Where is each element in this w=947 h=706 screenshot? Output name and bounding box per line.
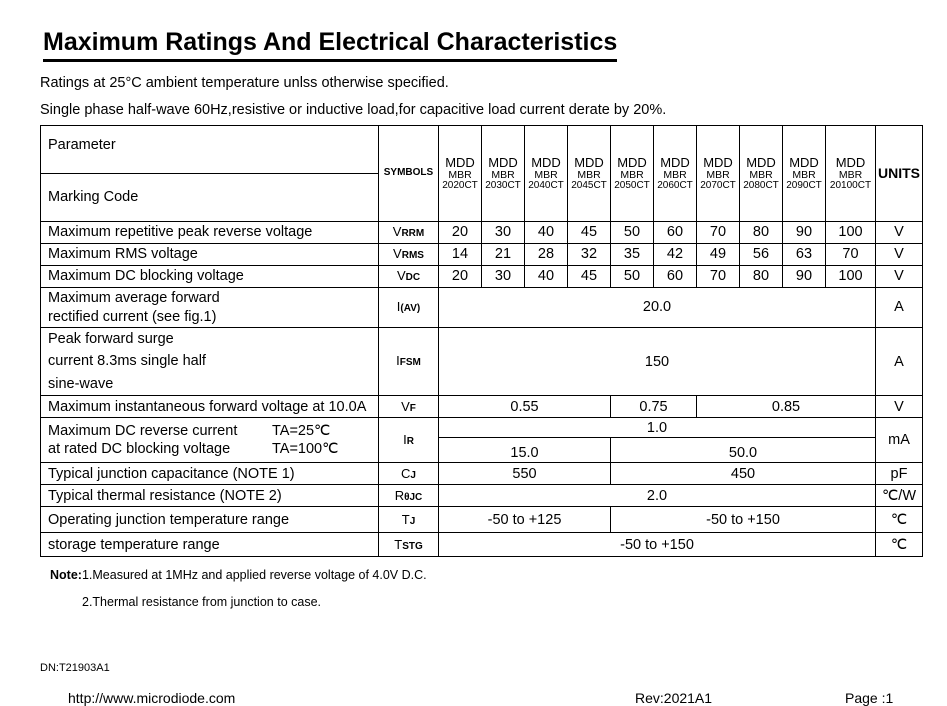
- param-cell: Maximum instantaneous forward voltage at 10.0A: [41, 396, 379, 418]
- value-cell: 80: [740, 222, 783, 244]
- part-number: 2020CT: [442, 179, 478, 191]
- value-cell: 28: [525, 244, 568, 266]
- unit-cell: V: [876, 222, 923, 244]
- part-prefix-1: MDD: [835, 154, 866, 170]
- param-cell: Maximum DC blocking voltage: [41, 266, 379, 288]
- part-header: [783, 126, 826, 222]
- part-header: [654, 126, 697, 222]
- value-cell: 42: [654, 244, 697, 266]
- intro-load: Single phase half-wave 60Hz,resistive or inductive load,for capacitive load current derate by 20%.: [40, 102, 667, 118]
- value-cell: 21: [482, 244, 525, 266]
- unit-cell: ℃: [876, 533, 923, 557]
- part-header: [826, 126, 876, 222]
- part-prefix-1: MDD: [445, 154, 475, 170]
- value-cell: 80: [740, 266, 783, 288]
- symbol-cell: IFSM: [379, 328, 439, 396]
- value-cell: 20: [439, 266, 482, 288]
- value-cell: 14: [439, 244, 482, 266]
- unit-cell: A: [876, 288, 923, 328]
- value-cell: 90: [783, 266, 826, 288]
- value-cell: 60: [654, 222, 697, 244]
- value-cell: -50 to +125: [439, 507, 611, 533]
- table-row: [41, 507, 923, 533]
- part-header: [568, 126, 611, 222]
- value-cell: 40: [525, 266, 568, 288]
- value-cell: 30: [482, 222, 525, 244]
- part-prefix-1: MDD: [488, 154, 518, 170]
- part-number: 2040CT: [528, 179, 564, 191]
- symbol-cell: CJ: [379, 463, 439, 485]
- table-row: [41, 418, 923, 438]
- value-cell: 40: [525, 222, 568, 244]
- table-row: [41, 533, 923, 557]
- table-row: [41, 266, 923, 288]
- param-cell: Maximum repetitive peak reverse voltage: [41, 222, 379, 244]
- part-header: [439, 126, 482, 222]
- page-title: Maximum Ratings And Electrical Characteristics: [43, 28, 617, 62]
- unit-cell: V: [876, 244, 923, 266]
- part-prefix-1: MDD: [660, 154, 690, 170]
- symbol-cell: TJ: [379, 507, 439, 533]
- value-cell: 100: [826, 222, 876, 244]
- part-header: [697, 126, 740, 222]
- value-cell: 56: [740, 244, 783, 266]
- part-header: [611, 126, 654, 222]
- value-cell: 45: [568, 222, 611, 244]
- value-cell: 550: [439, 463, 611, 485]
- header-units: UNITS: [876, 126, 923, 222]
- value-cell: 70: [697, 266, 740, 288]
- value-cell: 70: [697, 222, 740, 244]
- value-cell: 49: [697, 244, 740, 266]
- symbol-cell: VRRM: [379, 222, 439, 244]
- param-cell: Maximum DC reverse current TA=25℃ at rated DC blocking voltage TA=100℃: [41, 418, 379, 463]
- symbol-cell: TSTG: [379, 533, 439, 557]
- header-symbols: SYMBOLS: [379, 126, 439, 222]
- table-row: [41, 463, 923, 485]
- symbol-cell: VDC: [379, 266, 439, 288]
- symbol-cell: RθJC: [379, 485, 439, 507]
- part-prefix-1: MDD: [703, 154, 733, 170]
- part-number: 2080CT: [743, 179, 779, 191]
- unit-cell: mA: [876, 418, 923, 463]
- page-number: Page :1: [845, 690, 894, 706]
- part-prefix-2: MBR: [534, 168, 558, 181]
- part-prefix-2: MBR: [706, 168, 730, 181]
- part-prefix-1: MDD: [789, 154, 819, 170]
- part-prefix-2: MBR: [663, 168, 687, 181]
- table-row: [41, 485, 923, 507]
- value-cell: -50 to +150: [611, 507, 876, 533]
- part-number: 2090CT: [786, 179, 822, 191]
- value-cell: 30: [482, 266, 525, 288]
- value-cell: 20: [439, 222, 482, 244]
- param-cell: Peak forward surge current 8.3ms single half sine-wave: [41, 328, 379, 396]
- value-cell: 50.0: [611, 438, 876, 463]
- value-cell: 1.0: [439, 418, 876, 438]
- param-cell: storage temperature range: [41, 533, 379, 557]
- ratings-table: [40, 125, 923, 557]
- part-number: 20100CT: [829, 179, 872, 191]
- part-number: 2070CT: [700, 179, 736, 191]
- header-parameter: Parameter: [41, 126, 379, 174]
- symbol-cell: I(AV): [379, 288, 439, 328]
- param-cell: Typical thermal resistance (NOTE 2): [41, 485, 379, 507]
- part-number: 2030CT: [485, 179, 521, 191]
- param-cell: Maximum average forward rectified current (see fig.1): [41, 288, 379, 328]
- value-cell: 50: [611, 222, 654, 244]
- part-number: 2050CT: [614, 179, 650, 191]
- value-cell: 20.0: [439, 288, 876, 328]
- part-prefix-2: MBR: [448, 168, 472, 181]
- header-marking-code: Marking Code: [41, 174, 379, 222]
- note-1: Note:1.Measured at 1MHz and applied reverse voltage of 4.0V D.C.: [50, 568, 427, 582]
- unit-cell: pF: [876, 463, 923, 485]
- value-cell: 100: [826, 266, 876, 288]
- table-row: [41, 328, 923, 396]
- symbol-cell: VRMS: [379, 244, 439, 266]
- unit-cell: ℃/W: [876, 485, 923, 507]
- part-header: [525, 126, 568, 222]
- part-prefix-1: MDD: [574, 154, 604, 170]
- value-cell: 150: [439, 328, 876, 396]
- value-cell: 70: [826, 244, 876, 266]
- unit-cell: V: [876, 266, 923, 288]
- value-cell: 90: [783, 222, 826, 244]
- value-cell: 0.85: [697, 396, 876, 418]
- param-cell: Typical junction capacitance (NOTE 1): [41, 463, 379, 485]
- part-number: 2060CT: [657, 179, 693, 191]
- value-cell: 0.75: [611, 396, 697, 418]
- symbol-cell: VF: [379, 396, 439, 418]
- part-prefix-2: MBR: [620, 168, 644, 181]
- value-cell: 63: [783, 244, 826, 266]
- part-header: [482, 126, 525, 222]
- part-prefix-1: MDD: [617, 154, 647, 170]
- value-cell: 32: [568, 244, 611, 266]
- value-cell: 35: [611, 244, 654, 266]
- part-prefix-2: MBR: [792, 168, 816, 181]
- table-row: [41, 222, 923, 244]
- part-number: 2045CT: [571, 179, 607, 191]
- value-cell: 0.55: [439, 396, 611, 418]
- note-2: 2.Thermal resistance from junction to case.: [82, 595, 321, 609]
- part-prefix-1: MDD: [746, 154, 776, 170]
- table-row: [41, 396, 923, 418]
- part-prefix-2: MBR: [491, 168, 515, 181]
- table-row: [41, 288, 923, 328]
- value-cell: 450: [611, 463, 876, 485]
- value-cell: 2.0: [439, 485, 876, 507]
- revision: Rev:2021A1: [635, 690, 713, 706]
- part-header: [740, 126, 783, 222]
- intro-ambient: Ratings at 25°C ambient temperature unlss otherwise specified.: [40, 75, 449, 91]
- unit-cell: ℃: [876, 507, 923, 533]
- value-cell: -50 to +150: [439, 533, 876, 557]
- unit-cell: A: [876, 328, 923, 396]
- table-row: [41, 244, 923, 266]
- value-cell: 45: [568, 266, 611, 288]
- document-number: DN:T21903A1: [40, 662, 110, 674]
- part-prefix-2: MBR: [838, 168, 863, 181]
- param-cell: Maximum RMS voltage: [41, 244, 379, 266]
- website-link[interactable]: http://www.microdiode.com: [68, 690, 236, 706]
- unit-cell: V: [876, 396, 923, 418]
- value-cell: 15.0: [439, 438, 611, 463]
- value-cell: 60: [654, 266, 697, 288]
- param-cell: Operating junction temperature range: [41, 507, 379, 533]
- symbol-cell: IR: [379, 418, 439, 463]
- part-prefix-2: MBR: [749, 168, 773, 181]
- part-prefix-2: MBR: [577, 168, 601, 181]
- value-cell: 50: [611, 266, 654, 288]
- part-prefix-1: MDD: [531, 154, 561, 170]
